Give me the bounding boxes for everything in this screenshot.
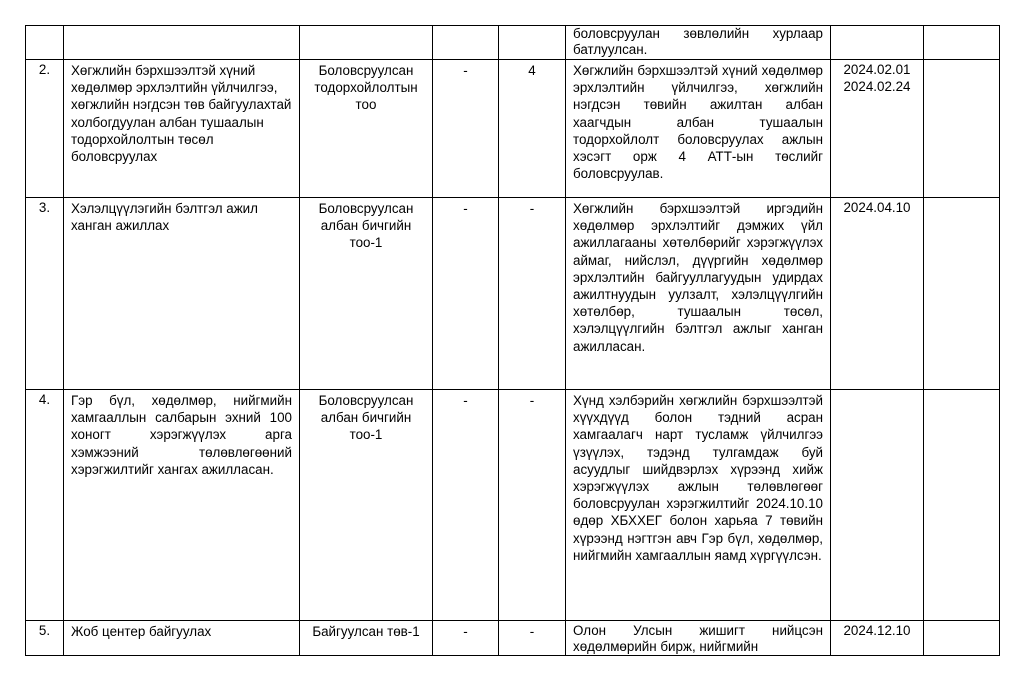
date-cell [831, 26, 924, 60]
indicator-cell: Байгуулсан төв-1 [300, 621, 433, 656]
row-number: 4. [26, 390, 64, 621]
table-row [26, 60, 1000, 198]
target-cell: 4 [499, 60, 566, 198]
date-cell [831, 390, 924, 621]
extra-cell [924, 60, 1000, 198]
baseline-cell: - [433, 390, 499, 621]
result-cell [566, 390, 831, 621]
table-row [26, 390, 1000, 621]
extra-cell [924, 26, 1000, 60]
target-cell: - [499, 198, 566, 390]
date-cell: 2024.04.10 [831, 198, 924, 390]
target-cell: - [499, 621, 566, 656]
baseline-cell: - [433, 621, 499, 656]
indicator-cell: Боловсруулсан тодорхойлолтын тоо [300, 60, 433, 198]
target-cell: - [499, 390, 566, 621]
row-number: 2. [26, 60, 64, 198]
indicator-cell: Боловсруулсан албан бичгийн тоо-1 [300, 390, 433, 621]
row-number: 3. [26, 198, 64, 390]
task-cell [64, 390, 300, 621]
row-number [26, 26, 64, 60]
target-cell [499, 26, 566, 60]
table-row [26, 198, 1000, 390]
indicator-cell: Боловсруулсан албан бичгийн тоо-1 [300, 198, 433, 390]
task-cell: Хэлэлцүүлэгийн бэлтгэл ажил ханган ажиллах [64, 198, 300, 390]
baseline-cell: - [433, 60, 499, 198]
date-cell: 2024.12.10 [831, 621, 924, 656]
result-cell [566, 60, 831, 198]
task-text: Гэр бүл, хөдөлмөр, нийгмийн хамгааллын салбарын эхний 100 хоногт хэрэгжүүлэх арга хэмжээний төлөвлөгөөний хэрэгжилтийг хангах ажилласан. [71, 393, 292, 477]
task-text: Хөгжлийн бэрхшээлтэй хүний хөдөлмөр эрхлэлтийн үйлчилгээ, хөгжлийн нэгдсэн төв байгуулахтай холбогдуулан албан тушаалын тодорхойлолтын төсөл боловсруулах [71, 63, 292, 165]
table-row [26, 26, 1000, 60]
report-table [25, 25, 1000, 656]
row-number: 5. [26, 621, 64, 656]
extra-cell [924, 198, 1000, 390]
result-text: Хүнд хэлбэрийн хөгжлийн бэрхшээлтэй хүүхдүүд болон тэдний асран хамгаалагч нарт тусламж үйлчилгээ үзүүлэх, тэдэнд тулгамдаж буй асуудлыг шийдвэрлэх хүрээнд хийж хэрэгжүүлэх ажлын төлөвлөгөөг боловсруулан хэрэгжилтийг 2024.10.10 өдөр ХБХХЕГ болон харьяа 7 төвийн хүрээнд нэгтгэн авч Гэр бүл, хөдөлмөр, нийгмийн хамгааллын яамд хүргүүлсэн. [573, 393, 823, 563]
result-text: Олон Улсын жишигт нийцсэн хөдөлмөрийн бирж, нийгмийн [573, 623, 823, 654]
task-cell [64, 26, 300, 60]
result-text: Хөгжлийн бэрхшээлтэй иргэдийн хөдөлмөр эрхлэлтийг дэмжих үйл ажиллагааны хөтөлбөрийг хэрэгжүүлэх аймаг, нийслэл, дүүргийн хөдөлмөр эрхлэлтийн байгууллагуудын удирдах ажилтнуудын уулзалт, хэлэлцүүлгийн хөтөлбөр, тушаалын төсөл, хэлэлцүүлгийн бэлтгэл ажлыг ханган ажилласан. [573, 201, 823, 354]
table-row [26, 621, 1000, 656]
baseline-cell [433, 26, 499, 60]
extra-cell [924, 621, 1000, 656]
result-text: боловсруулан зөвлөлийн хурлаар батлуулсан. [573, 26, 823, 57]
result-cell [566, 198, 831, 390]
task-cell [64, 60, 300, 198]
baseline-cell: - [433, 198, 499, 390]
date-cell: 2024.02.01 2024.02.24 [831, 60, 924, 198]
result-text: Хөгжлийн бэрхшээлтэй хүний хөдөлмөр эрхлэлтийн үйлчилгээ, хөгжлийн нэгдсэн төвийн ажилтан албан хаагчдын албан тушаалын тодорхойлолт боловсруулах ажлын хэсэгт орж 4 АТТ-ын төслийг боловсруулав. [573, 63, 823, 182]
task-cell: Жоб центер байгуулах [64, 621, 300, 656]
result-cell [566, 621, 831, 656]
result-cell [566, 26, 831, 60]
indicator-cell [300, 26, 433, 60]
extra-cell [924, 390, 1000, 621]
